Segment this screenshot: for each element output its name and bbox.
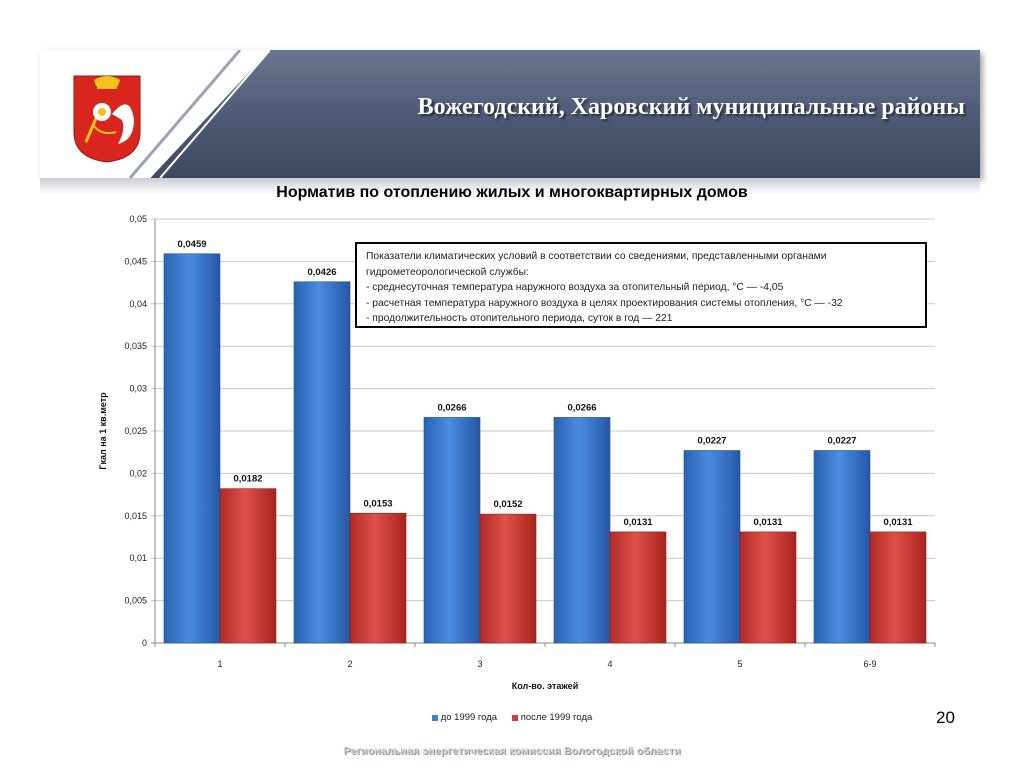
y-axis-title: Гкал на 1 кв.метр [98, 392, 108, 470]
legend-swatch-red [512, 715, 518, 721]
bar-before-1999 [424, 417, 480, 643]
info-line: гидрометеорологической службы: [366, 266, 529, 278]
bar-value-label: 0,0153 [363, 498, 393, 510]
bar-before-1999 [814, 451, 870, 643]
x-tick-label: 5 [737, 659, 743, 669]
bar-before-1999 [554, 417, 610, 643]
info-line: Показатели климатических условий в соответствии со сведениями, представленными органами [366, 251, 827, 262]
legend-swatch-blue [432, 715, 438, 721]
coat-of-arms-vologda-icon [72, 74, 142, 164]
bar-value-label: 0,0426 [307, 266, 337, 278]
climate-info-box [355, 242, 927, 328]
y-tick-label: 0,03 [129, 383, 147, 394]
x-tick-label: 2 [347, 659, 353, 669]
bar-value-label: 0,0459 [177, 238, 207, 250]
y-tick-label: 0,01 [129, 553, 147, 564]
bar-value-label: 0,0131 [623, 516, 653, 528]
x-tick-label: 4 [607, 659, 613, 669]
y-tick-label: 0,02 [129, 468, 147, 479]
legend-label: до 1999 года [440, 712, 498, 723]
y-tick-label: 0 [141, 638, 147, 648]
bar-after-1999 [740, 532, 796, 643]
legend-item-before-1999 [432, 712, 497, 723]
x-tick-label: 6-9 [863, 659, 877, 669]
bar-after-1999 [870, 532, 926, 643]
y-tick-label: 0,015 [124, 510, 147, 521]
bar-value-label: 0,0131 [753, 516, 783, 528]
info-line: - продолжительность отопительного периода, суток в год — 221 [366, 313, 673, 325]
y-tick-label: 0,035 [124, 341, 147, 352]
chart-title: Норматив по отоплению жилых и многоквартирных домов [276, 184, 748, 201]
y-tick-label: 0,04 [129, 298, 147, 309]
bar-after-1999 [220, 489, 276, 643]
footer-text: Региональная энергетическая комиссия Вологодской области [343, 745, 681, 757]
bar-before-1999 [294, 282, 350, 643]
y-tick-label: 0,025 [124, 426, 147, 436]
slide-title: Вожегодский, Харовский муниципальные районы [417, 94, 965, 120]
y-tick-label: 0,005 [124, 595, 147, 606]
bar-after-1999 [610, 532, 666, 643]
bar-after-1999 [350, 513, 406, 643]
bar-before-1999 [164, 254, 220, 643]
bar-value-label: 0,0266 [567, 402, 597, 414]
info-line: - среднесуточная температура наружного воздуха за отопительный период, °С — -4,05 [366, 282, 784, 294]
chart-legend [0, 712, 1024, 724]
bar-value-label: 0,0131 [883, 516, 913, 528]
bar-value-label: 0,0227 [697, 435, 727, 447]
bar-before-1999 [684, 451, 740, 643]
y-tick-label: 0,045 [124, 256, 147, 267]
bar-value-label: 0,0227 [827, 435, 857, 447]
legend-item-after-1999 [512, 712, 593, 723]
x-tick-label: 1 [217, 659, 223, 669]
x-tick-label: 3 [477, 659, 483, 669]
page-number: 20 [936, 708, 955, 727]
bar-after-1999 [480, 514, 536, 643]
info-line: - расчетная температура наружного воздуха в целях проектирования системы отопления, °С — -32 [366, 297, 843, 309]
legend-label: после 1999 года [520, 712, 593, 723]
bar-value-label: 0,0152 [493, 499, 523, 511]
bar-value-label: 0,0182 [233, 473, 263, 485]
x-axis-title: Кол-во. этажей [511, 681, 579, 691]
bar-value-label: 0,0266 [437, 402, 467, 414]
y-tick-label: 0,05 [129, 214, 147, 224]
